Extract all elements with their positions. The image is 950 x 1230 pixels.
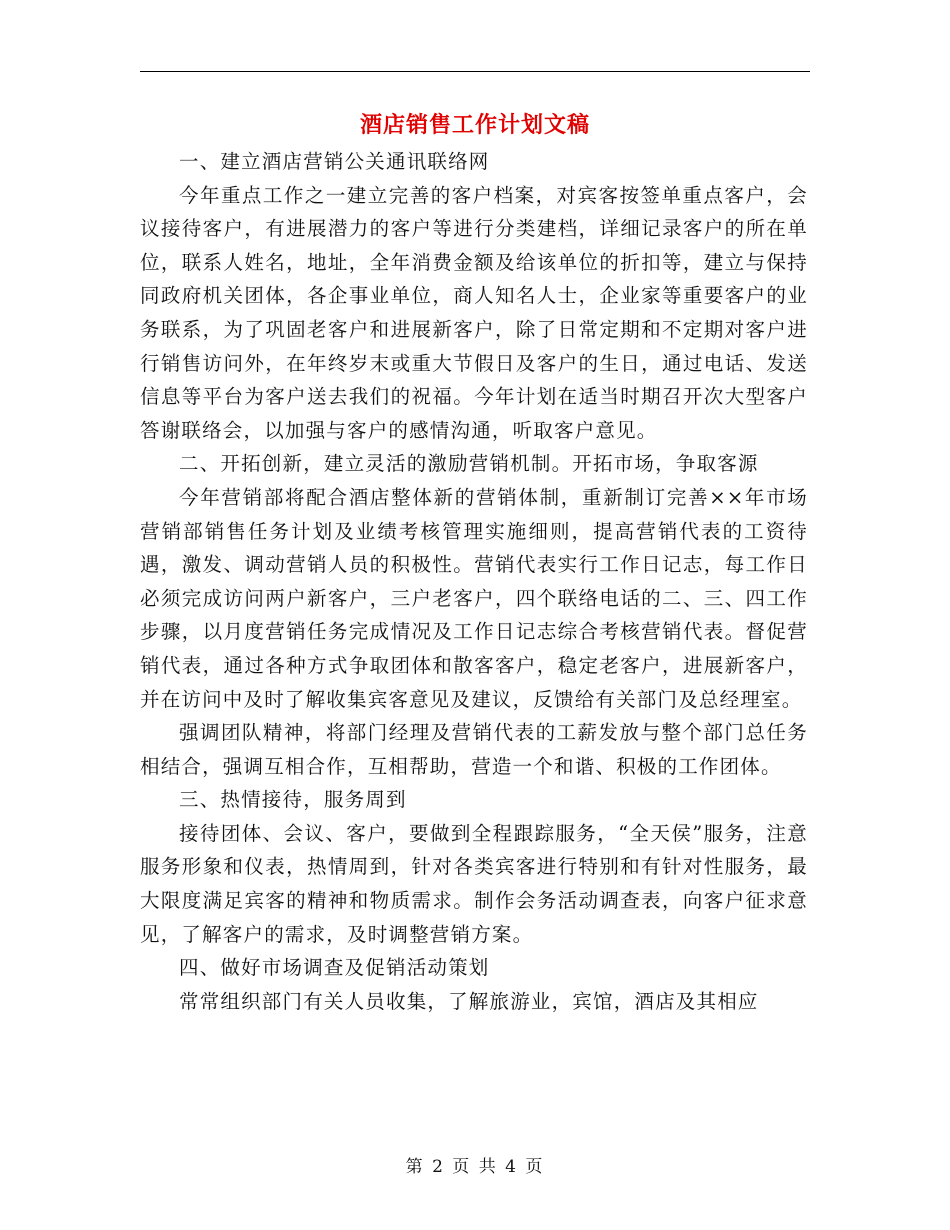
body-paragraph: 今年营销部将配合酒店整体新的营销体制，重新制订完善××年市场营销部销售任务计划及业绩考核管理实施细则，提高营销代表的工资待遇，激发、调动营销人员的积极性。营销代表实行工作日记志，每工作日必须完成访问两户新客户，三户老客户，四个联络电话的二、三、四工作步骤，以月度营销任务完成情况及工作日记志综合考核营销代表。督促营销代表，通过各种方式争取团体和散客客户，稳定老客户，进展新客户，并在访问中及时了解收集宾客意见及建议，反馈给有关部门及总经理室。	[140, 485, 808, 711]
section-heading-3: 三、热情接待，服务周到	[179, 788, 407, 812]
body-paragraph: 接待团体、会议、客户，要做到全程跟踪服务，“全天侯”服务，注意服务形象和仪表，热情周到，针对各类宾客进行特别和有针对性服务，最大限度满足宾客的精神和物质需求。制作会务活动调查表，向客户征求意见，了解客户的需求，及时调整营销方案。	[140, 821, 808, 946]
document-body	[140, 145, 808, 1018]
section-heading-4: 四、做好市场调查及促销活动策划	[179, 956, 490, 980]
body-paragraph: 强调团队精神，将部门经理及营销代表的工薪发放与整个部门总任务相结合，强调互相合作，互相帮助，营造一个和谐、积极的工作团体。	[140, 721, 808, 778]
body-paragraph: 今年重点工作之一建立完善的客户档案，对宾客按签单重点客户，会议接待客户，有进展潜力的客户等进行分类建档，详细记录客户的所在单位，联系人姓名，地址，全年消费金额及给该单位的折扣等，建立与保持同政府机关团体，各企事业单位，商人知名人士，企业家等重要客户的业务联系，为了巩固老客户和进展新客户，除了日常定期和不定期对客户进行销售访问外，在年终岁末或重大节假日及客户的生日，通过电话、发送信息等平台为客户送去我们的祝福。今年计划在适当时期召开次大型客户答谢联络会，以加强与客户的感情沟通，听取客户意见。	[140, 183, 808, 442]
section-heading-1: 一、建立酒店营销公关通讯联络网	[179, 150, 490, 173]
body-paragraph: 常常组织部门有关人员收集，了解旅游业，宾馆，酒店及其相应	[179, 989, 759, 1013]
document-title: 酒店销售工作计划文稿	[359, 112, 590, 138]
page-number: 第 2 页 共 4 页	[405, 1157, 545, 1177]
section-heading-2: 二、开拓创新，建立灵活的激励营销机制。开拓市场，争取客源	[179, 452, 759, 476]
header-rule	[140, 71, 810, 72]
